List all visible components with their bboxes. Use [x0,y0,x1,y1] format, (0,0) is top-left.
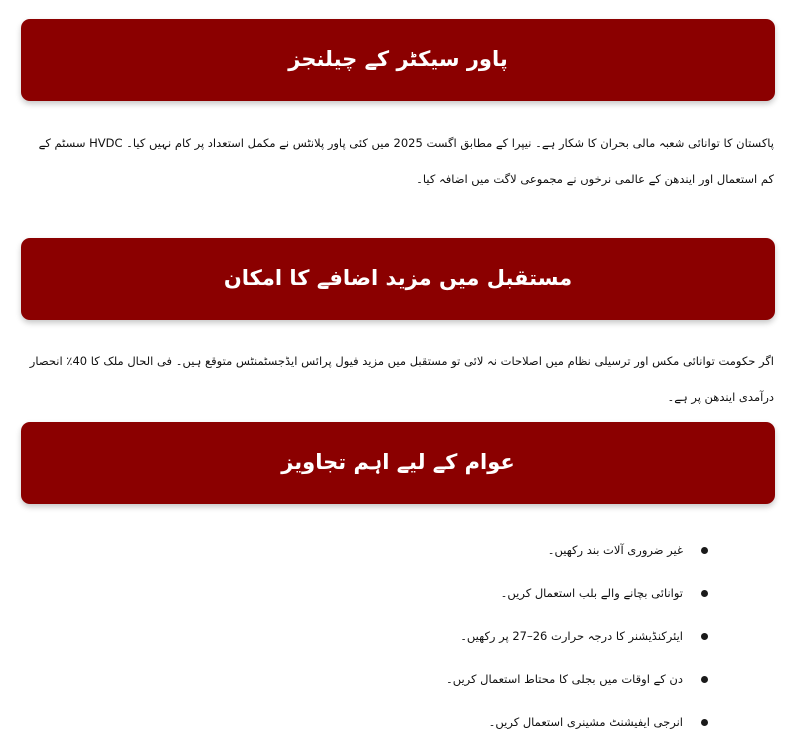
bullet-icon [701,547,708,554]
bullet-icon [701,676,708,683]
list-item-text: غیر ضروری آلات بند رکھیں۔ [547,542,683,557]
section-heading: پاور سیکٹر کے چیلنجز [288,47,508,72]
list-item [308,528,708,571]
list-item [308,657,708,700]
bullet-icon [701,590,708,597]
section-paragraph: اگر حکومت توانائی مکس اور ترسیلی نظام میں اصلاحات نہ لائی تو مستقبل میں مزید فیول پرائس ایڈجسٹمنٹس متوقع ہیں۔ فی الحال ملک کا 40٪ انحصار درآمدی ایندھن پر ہے۔ [29,354,774,404]
list-item-text: دن کے اوقات میں بجلی کا محتاط استعمال کریں۔ [445,671,683,686]
list-item-text: انرجی ایفیشنٹ مشینری استعمال کریں۔ [488,714,683,729]
section-banner-future-increase [21,238,775,320]
section-heading: مستقبل میں مزید اضافے کا امکان [223,266,573,291]
list-item [308,700,708,743]
list-item [308,614,708,657]
section-banner-power-sector-challenges [21,19,775,101]
bullet-icon [701,719,708,726]
section-banner-public-tips [21,422,775,504]
bullet-icon [701,633,708,640]
list-item-text: توانائی بچانے والے بلب استعمال کریں۔ [500,585,683,600]
tips-list [308,528,708,743]
list-item [308,571,708,614]
list-item-text: ایئرکنڈیشنر کا درجہ حرارت 26–27 پر رکھیں۔ [460,628,683,643]
section-paragraph: پاکستان کا توانائی شعبہ مالی بحران کا شکار ہے۔ نیپرا کے مطابق اگست 2025 میں کئی پاور پلانٹس نے مکمل استعداد پر کام نہیں کیا۔ HVDC سسٹم کے کم استعمال اور ایندھن کے عالمی نرخوں نے مجموعی لاگت میں اضافہ کیا۔ [38,136,774,186]
section-heading: عوام کے لیے اہم تجاویز [281,450,515,475]
